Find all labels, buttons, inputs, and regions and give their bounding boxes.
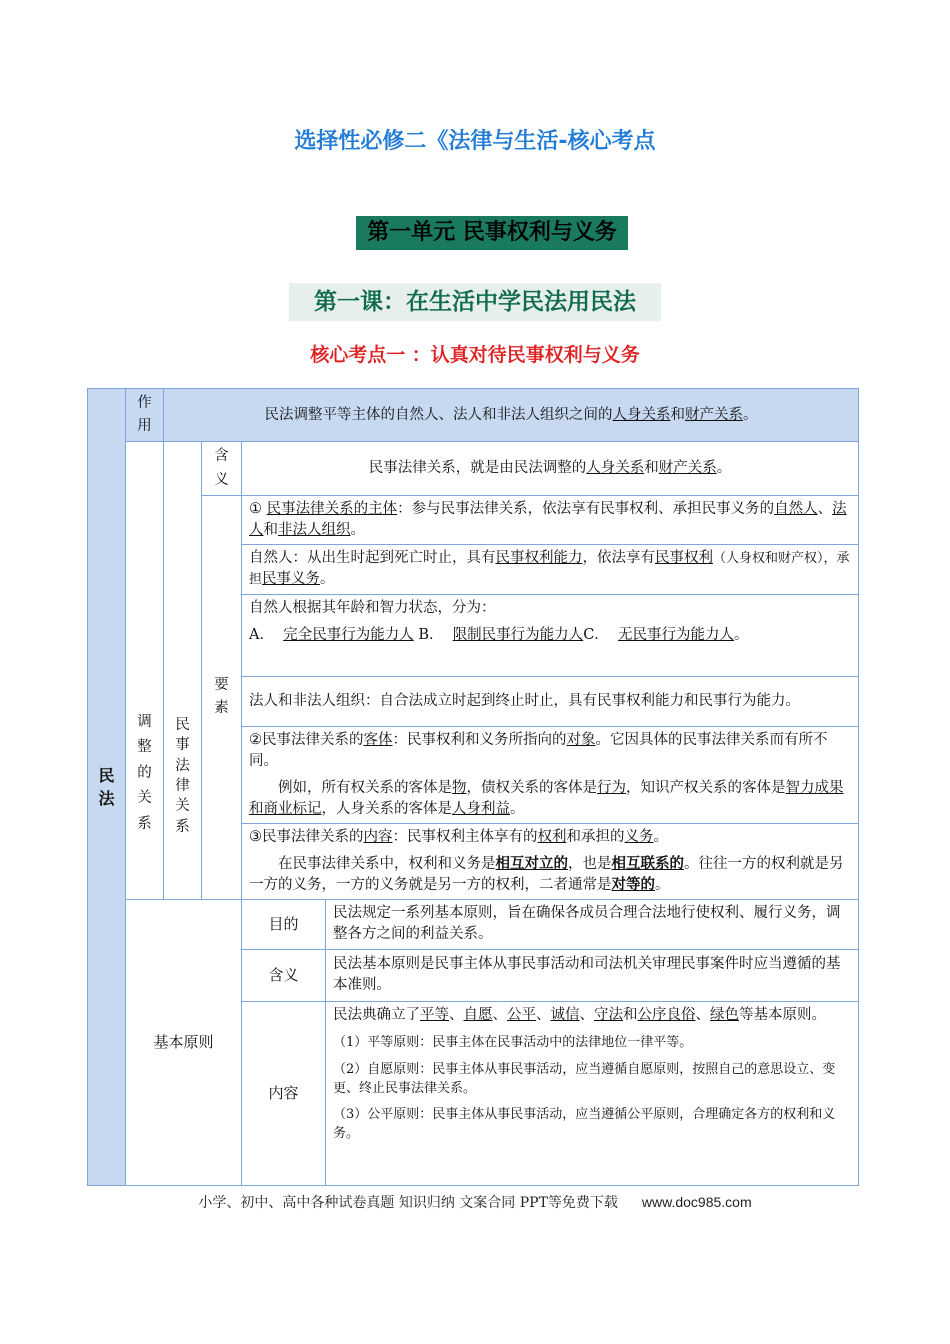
yz-hanyi-label: 含义	[242, 949, 326, 1001]
yz-hanyi-text: 民法基本原则是民事主体从事民事活动和司法机关审理民事案件时应当遵循的基本准则。	[326, 949, 859, 1001]
footer-text: 小学、初中、高中各种试卷真题 知识归纳 文案合同 PPT等免费下载	[198, 1195, 618, 1211]
yz-neirong-cell: 民法典确立了平等、自愿、公平、诚信、守法和公序良俗、绿色等基本原则。 （1）平等原则：民事主体在民事活动中的法律地位一律平等。 （2）自愿原则：民事主体从事民事活动，应当遵循自愿原则，按照自己的意思设立、变更、终止民事法律关系。 （3）公平原则：民事主体从事民事活动，应当遵循公平原则，合理确定各方的权利和义务。	[326, 1001, 859, 1185]
knowledge-table	[87, 388, 859, 1186]
mudi-label: 目的	[242, 899, 326, 949]
faren-cell: 法人和非法人组织：自合法成立时起到终止时止，具有民事权利能力和民事行为能力。	[242, 676, 859, 726]
neirong-cell: ③民事法律关系的内容：民事权利主体享有的权利和承担的义务。	[242, 823, 859, 851]
footer	[0, 1192, 950, 1212]
keti-example-cell: 例如，所有权关系的客体是物，债权关系的客体是行为，知识产权关系的客体是智力成果和商业标记，人身关系的客体是人身利益。	[242, 775, 859, 824]
minfa-label: 民法	[88, 389, 126, 1186]
neirong-detail-cell: 在民事法律关系中，权利和义务是相互对立的，也是相互联系的。往往一方的权利就是另一方的义务，一方的义务就是另一方的权利，二者通常是对等的。	[242, 851, 859, 900]
neirong-label: 内容	[242, 1001, 326, 1185]
minshi-falv-guanxi-label: 民事法律关系	[164, 442, 202, 900]
zuoyong-label: 作用	[126, 389, 164, 442]
yuanze-label: 基本原则	[126, 899, 242, 1185]
yz-item-3: （3）公平原则：民事主体从事民事活动，应当遵循公平原则，合理确定各方的权利和义务。	[333, 1107, 836, 1142]
hanyi-label: 含义	[202, 442, 242, 495]
hanyi-text: 民事法律关系，就是由民法调整的人身关系和财产关系。	[242, 442, 859, 495]
unit-title: 第一单元 民事权利与义务	[356, 216, 628, 250]
keti-cell: ②民事法律关系的客体：民事权利和义务所指向的对象。它因具体的民事法律关系而有所不同。	[242, 726, 859, 775]
yz-item-1: （1）平等原则：民事主体在民事活动中的法律地位一律平等。	[333, 1034, 693, 1050]
document-title: 选择性必修二《法律与生活-核心考点	[294, 129, 656, 154]
ziranren-cell: 自然人：从出生时起到死亡时止，具有民事权利能力，依法享有民事权利（人身权和财产权），承担民事义务。	[242, 544, 859, 594]
lesson-title: 第一课：在生活中学民法用民法	[289, 283, 661, 321]
core-point-title: 核心考点一 ：认真对待民事权利与义务	[310, 344, 640, 366]
nengli-cell: 自然人根据其年龄和智力状态，分为： A． 完全民事行为能力人 B． 限制民事行为能力人C． 无民事行为能力人。	[242, 594, 859, 676]
yz-item-2: （2）自愿原则：民事主体从事民事活动，应当遵循自愿原则，按照自己的意思设立、变更、终止民事法律关系。	[333, 1061, 836, 1096]
zhuti-cell: ① 民事法律关系的主体：参与民事法律关系，依法享有民事权利、承担民事义务的自然人、法人和非法人组织。	[242, 495, 859, 544]
mudi-text: 民法规定一系列基本原则，旨在确保各成员合理合法地行使权利、履行义务，调整各方之间的利益关系。	[326, 899, 859, 949]
zuoyong-text: 民法调整平等主体的自然人、法人和非法人组织之间的人身关系和财产关系。	[164, 389, 859, 442]
footer-site-link[interactable]: www.doc985.com	[641, 1194, 752, 1210]
yaosu-label: 要素	[202, 495, 242, 899]
tiaozheng-label: 调整的关系	[126, 442, 164, 900]
